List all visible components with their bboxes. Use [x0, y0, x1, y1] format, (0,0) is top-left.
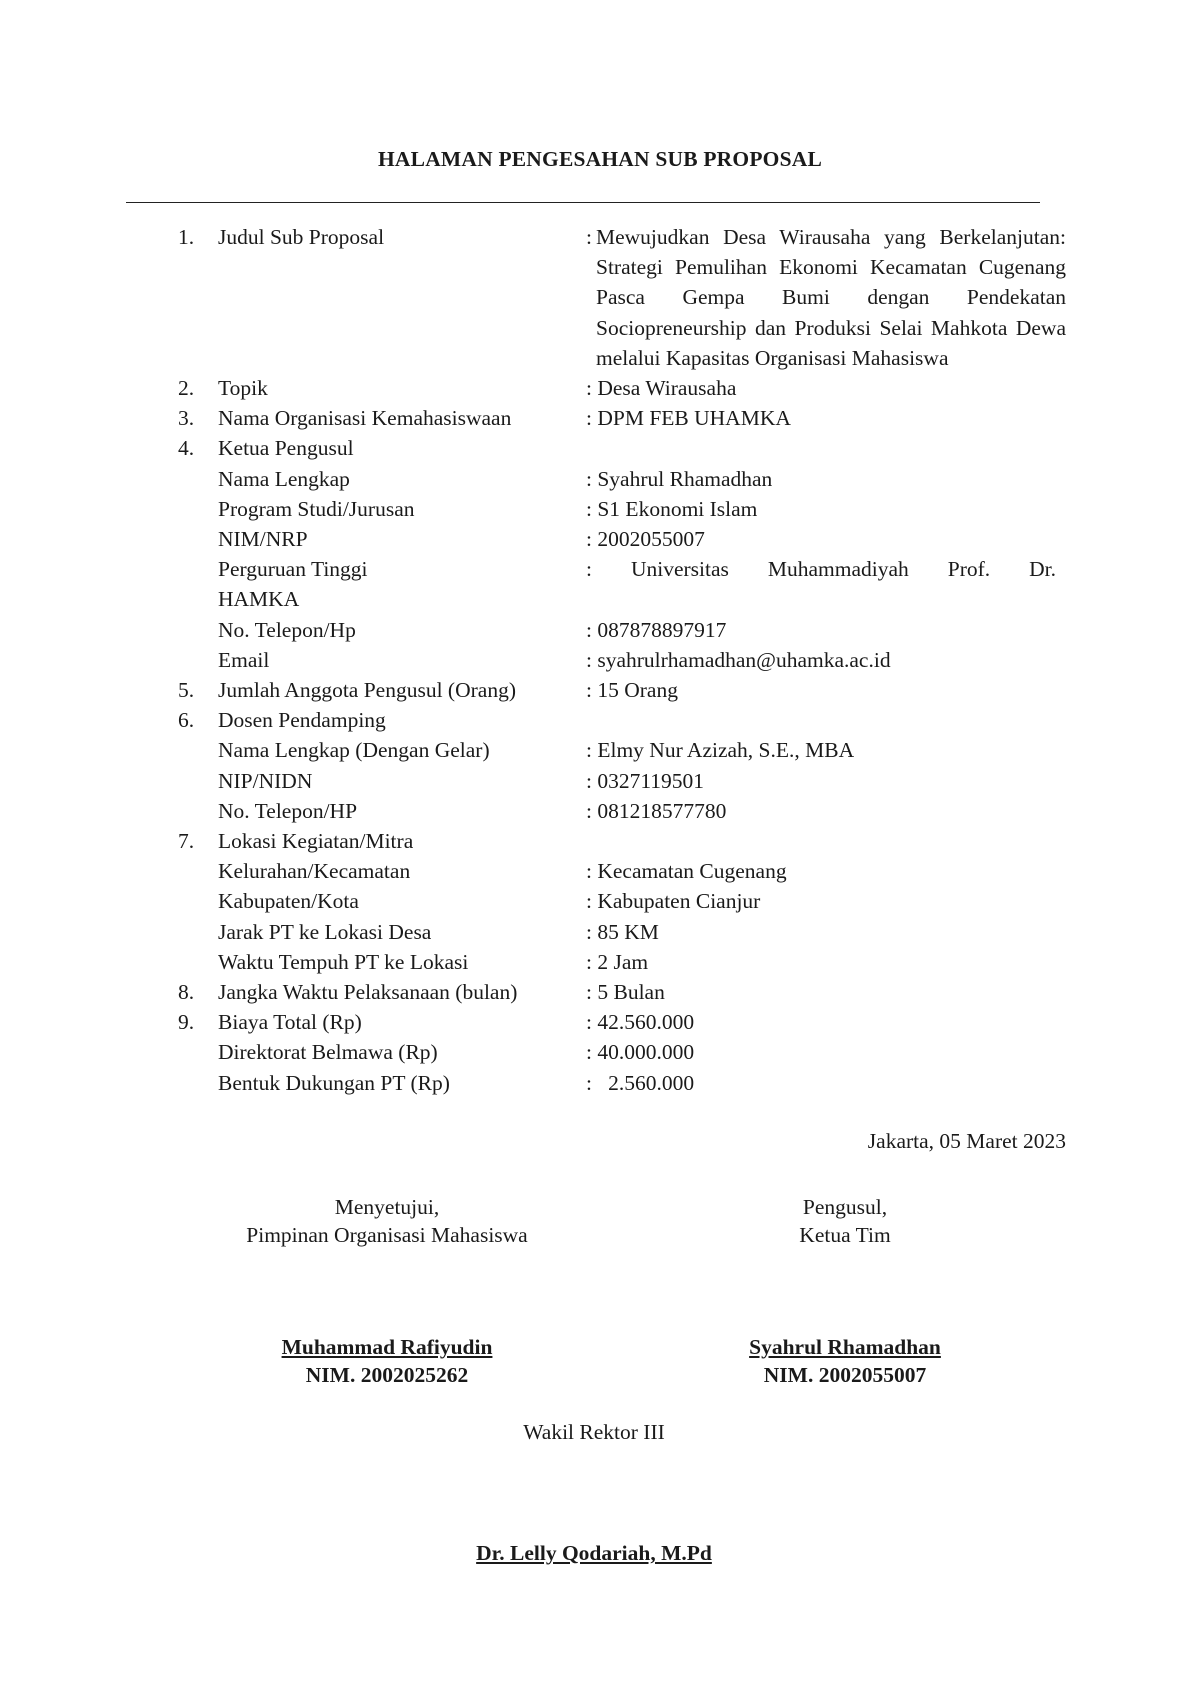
item-number: 5.	[178, 678, 195, 703]
item-number: 7.	[178, 829, 195, 854]
value-nama-lengkap: : Syahrul Rhamadhan	[586, 466, 773, 491]
proposer-label: Pengusul,	[802, 1195, 888, 1219]
proposal-form	[178, 222, 1066, 1098]
row-lokasi-kabupaten	[178, 886, 1066, 916]
item-number: 4.	[178, 436, 195, 461]
vice-rector-name: Dr. Lelly Qodariah, M.Pd	[476, 1541, 712, 1565]
approver-role: Pimpinan Organisasi Mahasiswa	[246, 1223, 528, 1247]
label-dosen-telepon: No. Telepon/HP	[218, 798, 358, 823]
label-ketua: Ketua Pengusul	[218, 436, 354, 461]
row-lokasi	[178, 826, 1066, 856]
pt-word: Dr.	[1029, 557, 1056, 582]
proposer-role: Ketua Tim	[799, 1223, 891, 1247]
row-jangka	[178, 977, 1066, 1007]
row-topik	[178, 373, 1066, 403]
signature-left	[187, 1193, 587, 1389]
row-biaya	[178, 1007, 1066, 1037]
approval-label: Menyetujui,	[334, 1195, 440, 1219]
proposer-nim: NIM. 2002055007	[763, 1363, 927, 1387]
colon: :	[586, 225, 592, 249]
value-jangka: : 5 Bulan	[586, 980, 665, 1005]
pt-word: Prof.	[947, 557, 991, 582]
row-biaya-belmawa	[178, 1037, 1066, 1067]
value-biaya-total: : 42.560.000	[586, 1010, 695, 1035]
item-number: 8.	[178, 980, 195, 1005]
value-kelurahan: : Kecamatan Cugenang	[586, 859, 787, 884]
signature-right	[645, 1193, 1045, 1389]
row-ketua-pt-wrap	[178, 584, 1066, 614]
row-ketua-email	[178, 645, 1066, 675]
label-judul: Judul Sub Proposal	[218, 225, 385, 249]
label-email: Email	[218, 647, 270, 672]
label-dosen: Dosen Pendamping	[218, 708, 386, 733]
pt-word: Muhammadiyah	[767, 557, 909, 582]
label-telepon: No. Telepon/Hp	[218, 617, 356, 642]
label-waktu-tempuh: Waktu Tempuh PT ke Lokasi	[218, 949, 469, 974]
row-ketua-nama	[178, 464, 1066, 494]
item-number: 6.	[178, 708, 195, 733]
row-lokasi-jarak	[178, 917, 1066, 947]
row-ketua-telepon	[178, 615, 1066, 645]
row-ketua-nim	[178, 524, 1066, 554]
item-number: 2.	[178, 376, 195, 401]
label-jangka: Jangka Waktu Pelaksanaan (bulan)	[218, 980, 518, 1005]
pt-word-wrapped: HAMKA	[218, 587, 300, 612]
label-biaya-total: Biaya Total (Rp)	[218, 1010, 362, 1035]
label-dosen-nip: NIP/NIDN	[218, 768, 313, 793]
row-dosen-telepon	[178, 796, 1066, 826]
label-anggota: Jumlah Anggota Pengusul (Orang)	[218, 678, 516, 703]
value-waktu-tempuh: : 2 Jam	[586, 949, 649, 974]
label-dukungan-pt: Bentuk Dukungan PT (Rp)	[218, 1070, 450, 1095]
colon: :	[586, 557, 592, 582]
label-organisasi: Nama Organisasi Kemahasiswaan	[218, 406, 512, 431]
vice-rector-role: Wakil Rektor III	[523, 1420, 665, 1444]
approver-name: Muhammad Rafiyudin	[281, 1335, 493, 1359]
row-lokasi-kelurahan	[178, 856, 1066, 886]
row-dosen-nama	[178, 735, 1066, 765]
value-dosen-nip: : 0327119501	[586, 768, 705, 793]
proposer-name: Syahrul Rhamadhan	[749, 1335, 941, 1359]
label-program-studi: Program Studi/Jurusan	[218, 496, 415, 521]
item-number: 9.	[178, 1010, 195, 1035]
signature-bottom	[0, 1418, 1188, 1567]
row-biaya-dukungan	[178, 1068, 1066, 1098]
value-kabupaten: : Kabupaten Cianjur	[586, 889, 761, 914]
place-date: Jakarta, 05 Maret 2023	[867, 1129, 1066, 1153]
label-topik: Topik	[218, 376, 268, 401]
label-jarak: Jarak PT ke Lokasi Desa	[218, 919, 432, 944]
row-anggota	[178, 675, 1066, 705]
title-divider	[126, 202, 1040, 203]
value-jarak: : 85 KM	[586, 919, 659, 944]
value-telepon: : 087878897917	[586, 617, 727, 642]
value-dosen-nama: : Elmy Nur Azizah, S.E., MBA	[586, 738, 855, 763]
approver-nim: NIM. 2002025262	[305, 1363, 469, 1387]
value-email: : syahrulrhamadhan@uhamka.ac.id	[586, 647, 891, 672]
value-organisasi: : DPM FEB UHAMKA	[586, 406, 791, 431]
item-number: 1.	[178, 225, 195, 249]
row-judul	[178, 222, 1066, 373]
pt-word: Universitas	[630, 557, 729, 582]
label-nama-lengkap: Nama Lengkap	[218, 466, 350, 491]
label-kelurahan: Kelurahan/Kecamatan	[218, 859, 411, 884]
label-nim: NIM/NRP	[218, 527, 308, 552]
page-title: HALAMAN PENGESAHAN SUB PROPOSAL	[378, 147, 822, 171]
value-belmawa: : 40.000.000	[586, 1040, 695, 1065]
label-lokasi: Lokasi Kegiatan/Mitra	[218, 829, 414, 854]
row-ketua	[178, 433, 1066, 463]
value-program-studi: : S1 Ekonomi Islam	[586, 496, 758, 521]
row-organisasi	[178, 403, 1066, 433]
value-perguruan-tinggi	[586, 554, 1056, 584]
row-ketua-pt	[178, 554, 1066, 584]
label-kabupaten: Kabupaten/Kota	[218, 889, 359, 914]
row-lokasi-waktu	[178, 947, 1066, 977]
row-ketua-prodi	[178, 494, 1066, 524]
value-anggota: : 15 Orang	[586, 678, 678, 703]
label-belmawa: Direktorat Belmawa (Rp)	[218, 1040, 438, 1065]
row-dosen-nip	[178, 766, 1066, 796]
label-dosen-nama: Nama Lengkap (Dengan Gelar)	[218, 738, 490, 763]
value-dukungan-pt: : 2.560.000	[586, 1070, 695, 1095]
row-dosen	[178, 705, 1066, 735]
value-judul: Mewujudkan Desa Wirausaha yang Berkelanjutan: Strategi Pemulihan Ekonomi Kecamatan Cugenang Pasca Gempa Bumi dengan Pendekatan Sociopreneurship dan Produksi Selai Mahkota Dewa melalui Kapasitas Organisasi Mahasiswa	[596, 225, 1066, 370]
value-nim: : 2002055007	[586, 527, 705, 552]
item-number: 3.	[178, 406, 195, 431]
label-perguruan-tinggi: Perguruan Tinggi	[218, 557, 368, 582]
value-dosen-telepon: : 081218577780	[586, 798, 727, 823]
value-topik: : Desa Wirausaha	[586, 376, 737, 401]
